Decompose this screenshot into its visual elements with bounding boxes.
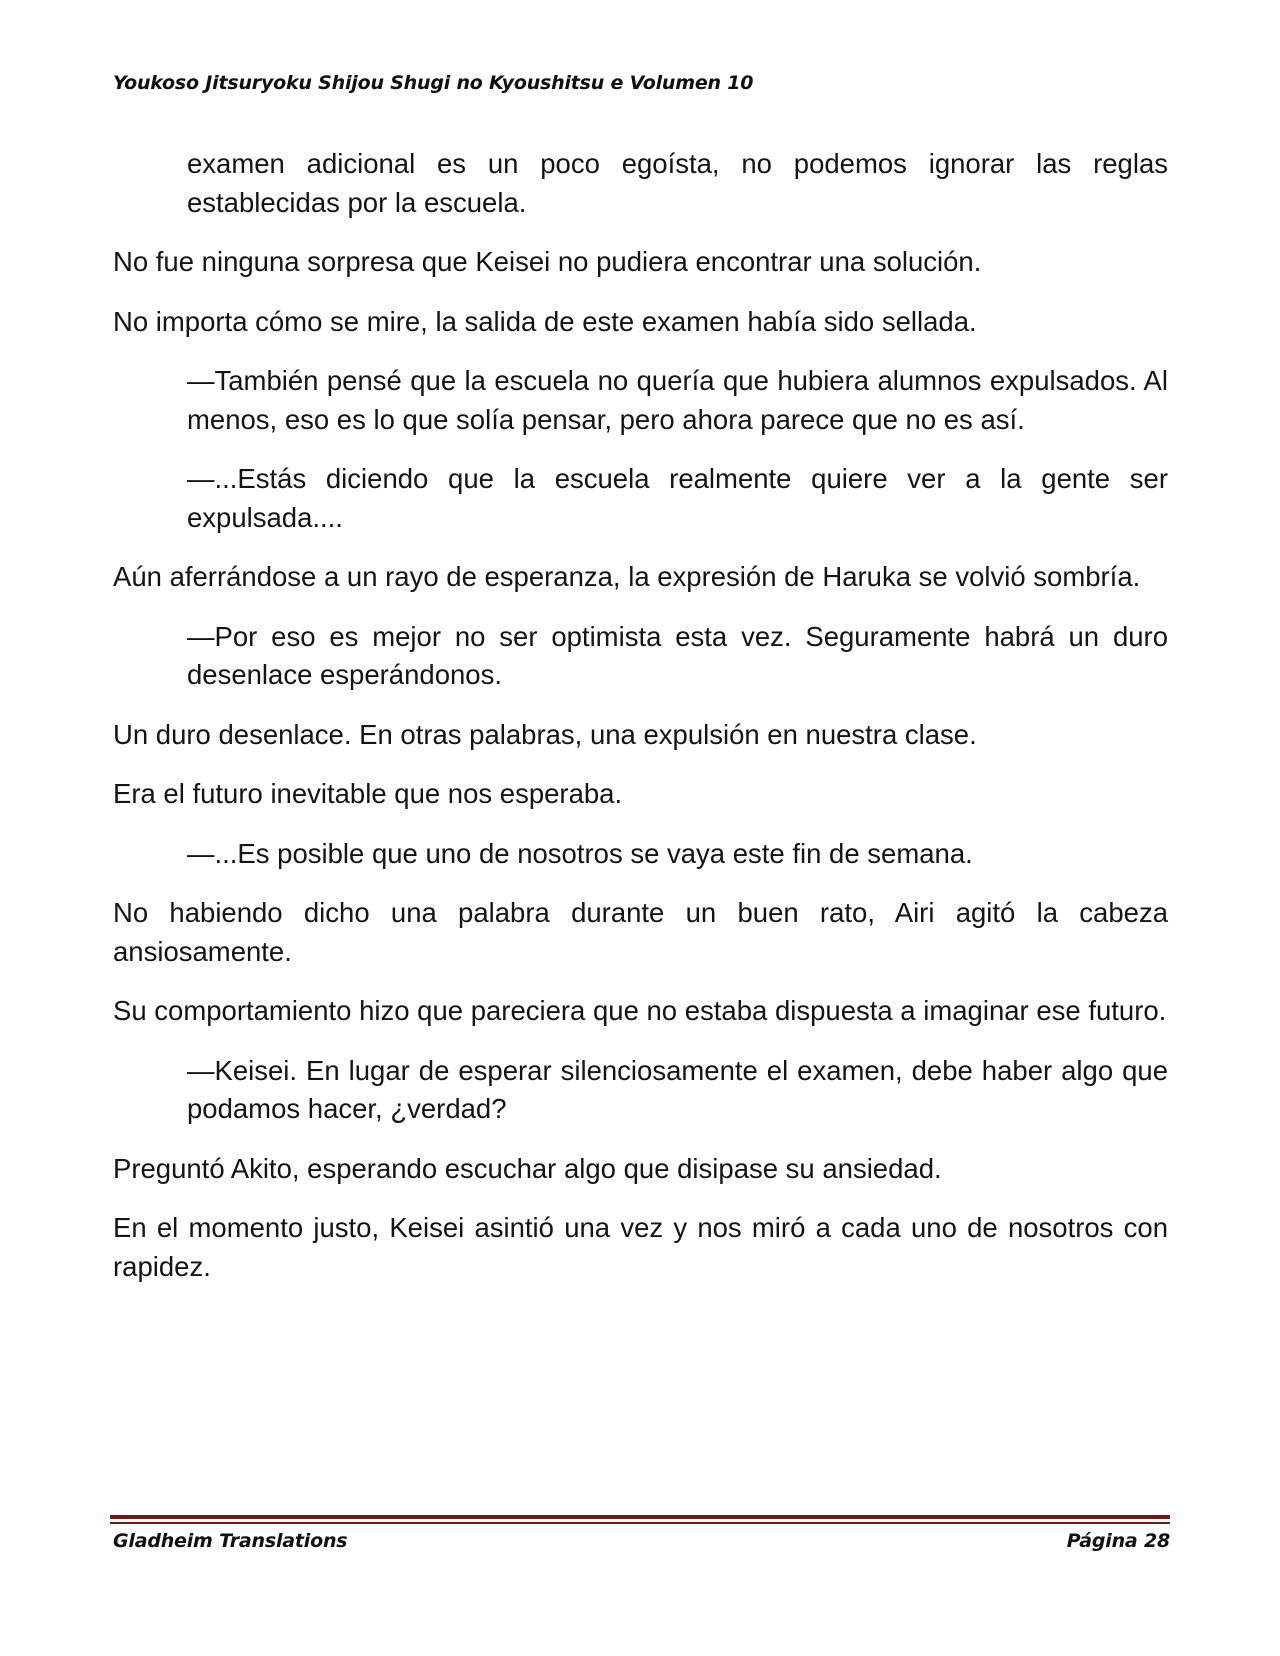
narration-paragraph: No fue ninguna sorpresa que Keisei no pudiera encontrar una solución. (113, 246, 982, 277)
narration-paragraph: Era el futuro inevitable que nos esperaba. (113, 778, 623, 809)
narration-paragraph: No habiendo dicho una palabra durante un buen rato, Airi agitó la cabeza ansiosamente. (113, 897, 1168, 967)
narration-paragraph: Aún aferrándose a un rayo de esperanza, la expresión de Haruka se volvió sombría. (113, 561, 1141, 592)
footer-divider-thin (110, 1522, 1170, 1524)
dialog-paragraph: —Keisei. En lugar de esperar silenciosamente el examen, debe haber algo que podamos hacer, ¿verdad? (187, 1054, 1168, 1124)
running-header: Youkoso Jitsuryoku Shijou Shugi no Kyoushitsu e Volumen 10 (113, 72, 754, 94)
footer-publisher: Gladheim Translations (113, 1530, 348, 1552)
dialog-paragraph: —...Estás diciendo que la escuela realmente quiere ver a la gente ser expulsada.... (187, 463, 1168, 533)
dialog-paragraph: —También pensé que la escuela no quería que hubiera alumnos expulsados. Al menos, eso es lo que solía pensar, pero ahora parece que no es así. (187, 365, 1168, 435)
page-body (113, 145, 1168, 1307)
dialog-paragraph: examen adicional es un poco egoísta, no podemos ignorar las reglas establecidas por la escuela. (187, 148, 1168, 218)
narration-paragraph: No importa cómo se mire, la salida de este examen había sido sellada. (113, 305, 977, 337)
narration-paragraph: Un duro desenlace. En otras palabras, una expulsión en nuestra clase. (113, 718, 977, 750)
narration-paragraph: Su comportamiento hizo que pareciera que no estaba dispuesta a imaginar ese futuro. (113, 995, 1167, 1026)
page-number: Página 28 (1066, 1530, 1170, 1552)
narration-paragraph: Preguntó Akito, esperando escuchar algo que disipase su ansiedad. (113, 1152, 942, 1184)
narration-paragraph: En el momento justo, Keisei asintió una vez y nos miró a cada uno de nosotros con rapidez. (113, 1212, 1168, 1282)
dialog-paragraph: —Por eso es mejor no ser optimista esta vez. Seguramente habrá un duro desenlace esperándonos. (187, 620, 1168, 690)
footer-divider-thick (110, 1515, 1170, 1519)
dialog-paragraph: —...Es posible que uno de nosotros se vaya este fin de semana. (187, 837, 973, 869)
